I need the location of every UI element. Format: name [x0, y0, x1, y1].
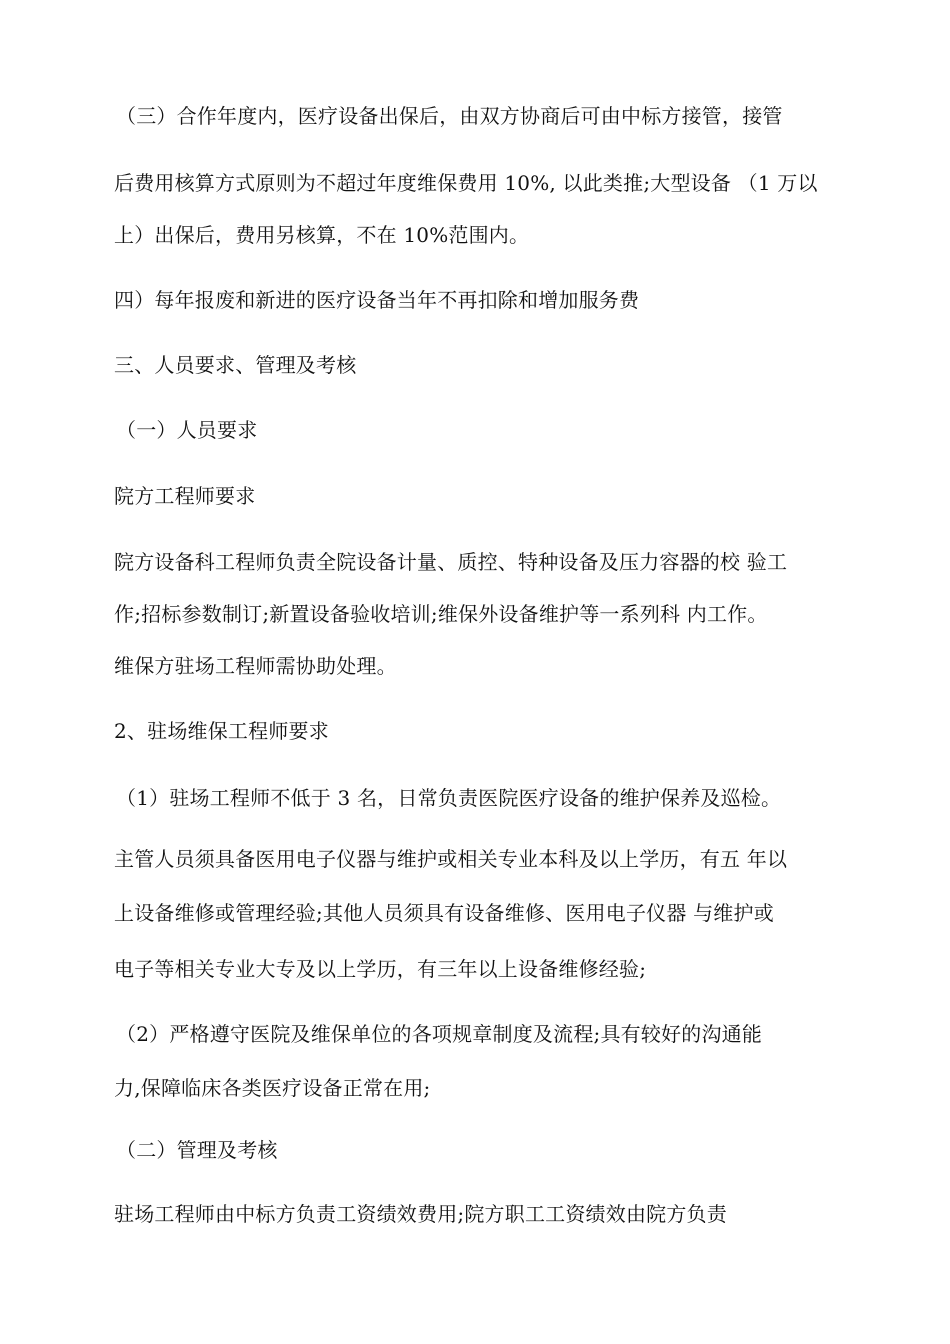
hospital-engineer-heading: 院方工程师要求 [114, 484, 256, 508]
clause-3-line-2: 后费用核算方式原则为不超过年度维保费用 10%, 以此类推;大型设备 （1 万以 [114, 171, 818, 195]
hospital-engineer-line-3: 维保方驻场工程师需协助处理。 [114, 654, 397, 678]
hospital-engineer-line-2: 作;招标参数制订;新置设备验收培训;维保外设备维护等一系列科 内工作。 [114, 602, 768, 626]
subsection-2-heading: （二）管理及考核 [116, 1138, 278, 1162]
onsite-item-2-line-1: （2）严格遵守医院及维保单位的各项规章制度及流程;具有较好的沟通能 [116, 1022, 763, 1046]
management-line: 驻场工程师由中标方负责工资绩效费用;院方职工工资绩效由院方负责 [114, 1202, 727, 1226]
onsite-item-1-line-4: 电子等相关专业大专及以上学历，有三年以上设备维修经验; [114, 957, 647, 981]
onsite-item-1-line-2: 主管人员须具备医用电子仪器与维护或相关专业本科及以上学历，有五 年以 [114, 847, 788, 871]
hospital-engineer-line-1: 院方设备科工程师负责全院设备计量、质控、特种设备及压力容器的校 验工 [114, 550, 788, 574]
clause-3-line-1: （三）合作年度内，医疗设备出保后，由双方协商后可由中标方接管，接管 [116, 104, 783, 128]
onsite-item-1-line-1: （1）驻场工程师不低于 3 名，日常负责医院医疗设备的维护保养及巡检。 [116, 786, 782, 810]
clause-4-line: 四）每年报废和新进的医疗设备当年不再扣除和增加服务费 [114, 288, 640, 312]
clause-3-line-3: 上）出保后，费用另核算，不在 10%范围内。 [114, 223, 530, 247]
subsection-1-heading: （一）人员要求 [116, 418, 258, 442]
onsite-item-1-line-3: 上设备维修或管理经验;其他人员须具有设备维修、医用电子仪器 与维护或 [114, 901, 774, 925]
onsite-item-2-line-2: 力,保障临床各类医疗设备正常在用; [114, 1076, 431, 1100]
onsite-engineer-heading: 2、驻场维保工程师要求 [114, 719, 329, 743]
section-3-heading: 三、人员要求、管理及考核 [114, 353, 357, 377]
